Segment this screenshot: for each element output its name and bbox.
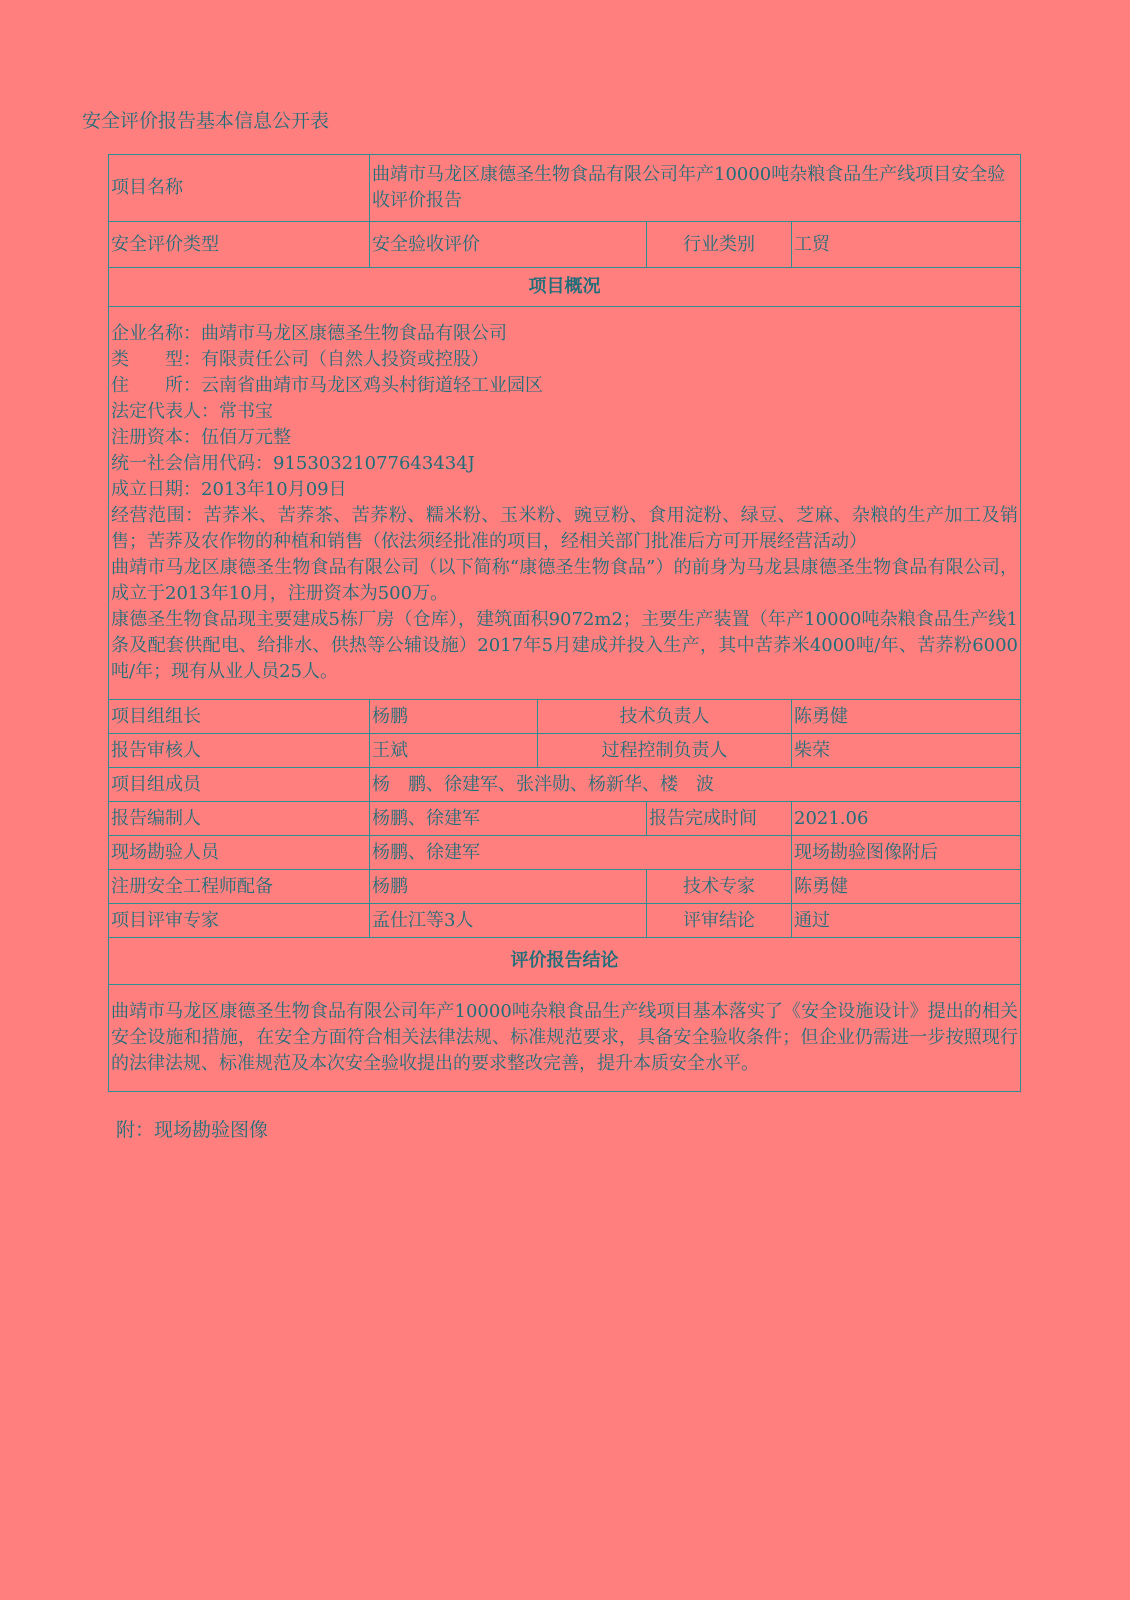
label-members: 项目组成员: [109, 768, 370, 802]
value-industry: 工贸: [792, 222, 1021, 268]
value-site-staff: 杨鹏、徐建军: [370, 836, 792, 870]
label-team-leader: 项目组组长: [109, 700, 370, 734]
label-tech-expert: 技术专家: [647, 870, 792, 904]
overview-scope: 经营范围：苦荞米、苦荞茶、苦荞粉、糯米粉、玉米粉、豌豆粉、食用淀粉、绿豆、芝麻、杂粮的生产加工及销售；苦荞及农作物的种植和销售（依法须经批准的项目，经相关部门批准后方可开展经营活动）: [111, 505, 1019, 552]
overview-content: [109, 307, 1021, 700]
overview-capital: 注册资本：伍佰万元整: [111, 427, 291, 448]
label-review-result: 评审结论: [647, 904, 792, 938]
value-reviewer: 王斌: [370, 734, 538, 768]
row-engineers: [109, 870, 1021, 904]
value-finish-time: 2021.06: [792, 802, 1021, 836]
overview-credit-code: 统一社会信用代码：91530321077643434J: [111, 453, 475, 474]
label-process-lead: 过程控制负责人: [538, 734, 792, 768]
row-reviewer: [109, 734, 1021, 768]
label-tech-lead: 技术负责人: [538, 700, 792, 734]
value-members: 杨 鹏、徐建军、张泮勋、杨新华、楼 波: [370, 768, 1021, 802]
value-review-experts: 孟仕江等3人: [370, 904, 647, 938]
value-team-leader: 杨鹏: [370, 700, 538, 734]
overview-legal-rep: 法定代表人：常书宝: [111, 401, 273, 422]
row-overview: [109, 307, 1021, 700]
row-project-name: [109, 155, 1021, 222]
label-industry: 行业类别: [647, 222, 792, 268]
conclusion-text: 曲靖市马龙区康德圣生物食品有限公司年产10000吨杂粮食品生产线项目基本落实了《安全设施设计》提出的相关安全设施和措施，在安全方面符合相关法律法规、标准规范要求，具备安全验收条件；但企业仍需进一步按照现行的法律法规、标准规范及本次安全验收提出的要求整改完善，提升本质安全水平。: [109, 985, 1021, 1092]
row-eval-type: [109, 222, 1021, 268]
row-conclusion: [109, 985, 1021, 1092]
overview-facilities: 康德圣生物食品现主要建成5栋厂房（仓库），建筑面积9072m2；主要生产装置（年产10000吨杂粮食品生产线1条及配套供配电、给排水、供热等公辅设施）2017年5月建成并投入生产，其中苦荞米4000吨/年、苦荞粉6000吨/年；现有从业人员25人。: [111, 609, 1019, 682]
footer-note: 附：现场勘验图像: [116, 1119, 269, 1141]
section-conclusion: 评价报告结论: [109, 938, 1021, 985]
value-project-name: 曲靖市马龙区康德圣生物食品有限公司年产10000吨杂粮食品生产线项目安全验收评价报告: [370, 155, 1021, 222]
overview-address: 住 所：云南省曲靖市马龙区鸡头村街道轻工业园区: [111, 375, 543, 396]
label-review-experts: 项目评审专家: [109, 904, 370, 938]
value-review-result: 通过: [792, 904, 1021, 938]
value-eval-type: 安全验收评价: [370, 222, 647, 268]
value-process-lead: 柴荣: [792, 734, 1021, 768]
label-site-staff: 现场勘验人员: [109, 836, 370, 870]
info-table: [108, 154, 1021, 1092]
overview-type: 类 型：有限责任公司（自然人投资或控股）: [111, 349, 489, 370]
row-conclusion-header: [109, 938, 1021, 985]
label-eval-type: 安全评价类型: [109, 222, 370, 268]
overview-founded: 成立日期：2013年10月09日: [111, 479, 347, 500]
section-overview: 项目概况: [109, 268, 1021, 307]
overview-company: 企业名称：曲靖市马龙区康德圣生物食品有限公司: [111, 323, 507, 344]
label-project-name: 项目名称: [109, 155, 370, 222]
overview-history: 曲靖市马龙区康德圣生物食品有限公司（以下简称“康德圣生物食品”）的前身为马龙县康德圣生物食品有限公司，成立于2013年10月，注册资本为500万。: [111, 557, 1019, 604]
value-author: 杨鹏、徐建军: [370, 802, 647, 836]
row-site-staff: [109, 836, 1021, 870]
row-review-experts: [109, 904, 1021, 938]
row-team-leader: [109, 700, 1021, 734]
label-finish-time: 报告完成时间: [647, 802, 792, 836]
row-author: [109, 802, 1021, 836]
row-members: [109, 768, 1021, 802]
value-tech-expert: 陈勇健: [792, 870, 1021, 904]
page-title: 安全评价报告基本信息公开表: [82, 110, 330, 132]
row-overview-header: [109, 268, 1021, 307]
value-site-note: 现场勘验图像附后: [792, 836, 1021, 870]
value-tech-lead: 陈勇健: [792, 700, 1021, 734]
label-engineers: 注册安全工程师配备: [109, 870, 370, 904]
label-reviewer: 报告审核人: [109, 734, 370, 768]
label-author: 报告编制人: [109, 802, 370, 836]
value-engineers: 杨鹏: [370, 870, 647, 904]
